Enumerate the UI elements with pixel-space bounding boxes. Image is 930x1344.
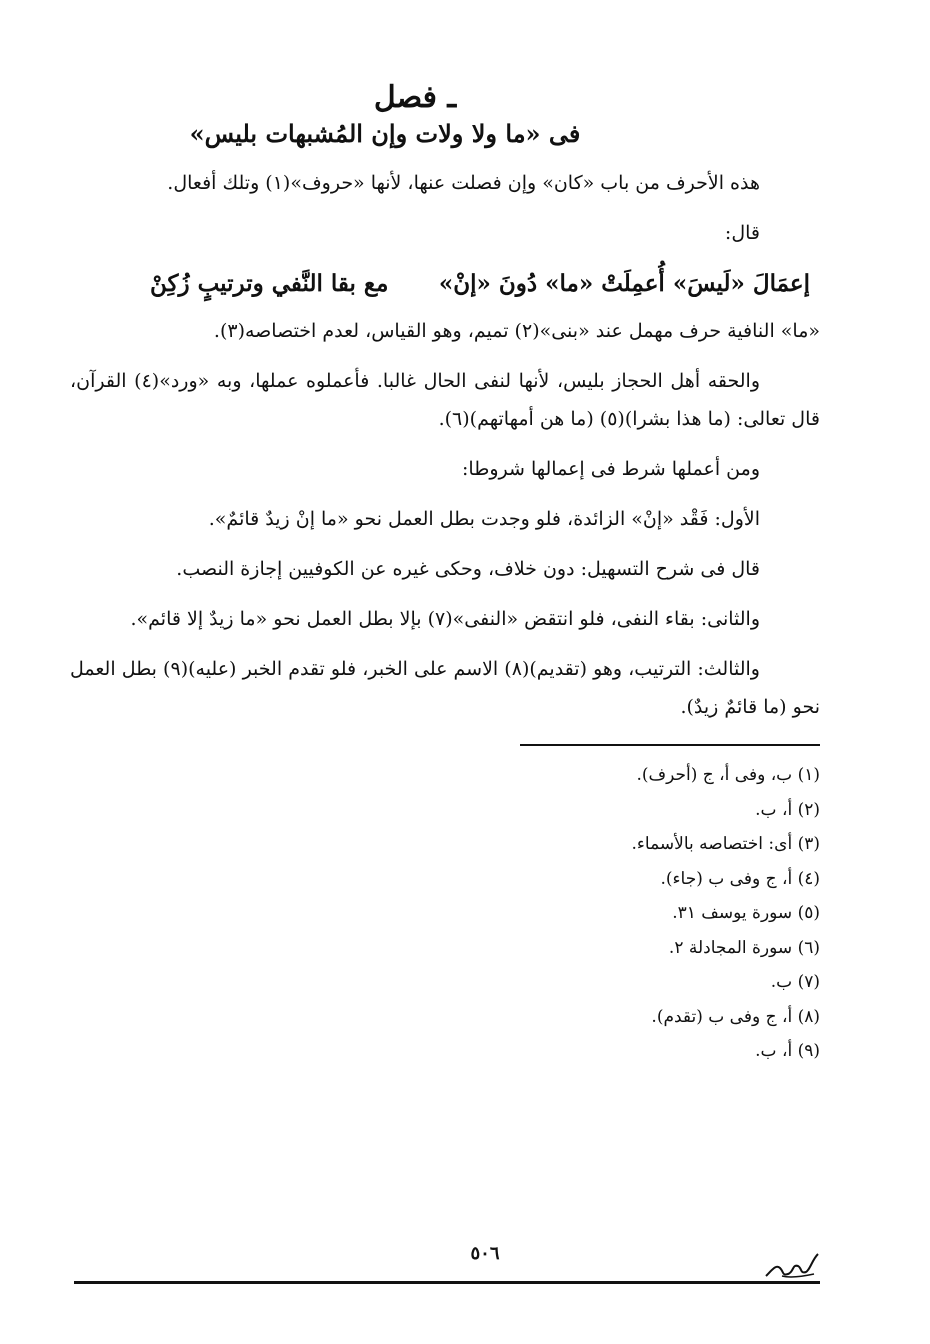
section-subtitle: فى «ما ولا ولات وإن المُشبهات بليس»	[189, 119, 581, 148]
footnote-item: (١) ب، وفى أ، ج (أحرف).	[636, 765, 820, 785]
verse-second-hemistich: مع بقا النَّفي وترتيبٍ زُكِنْ	[150, 270, 389, 297]
footnote-item: (٢) أ، ب.	[755, 799, 820, 820]
footnotes-list	[70, 758, 820, 1069]
section-title: ـ فصل	[373, 80, 457, 115]
footnote-item: (٥) سورة يوسف ٣١.	[672, 903, 820, 923]
footnote-item: (٨) أ، ج وفى ب (تقدم).	[651, 1006, 820, 1027]
footnote-item: (٩) أ، ب.	[755, 1041, 820, 1061]
paragraph-9: والثالث: الترتيب، وهو (تقديم)(٨) الاسم على الخبر، فلو تقدم الخبر (عليه)(٩) بطل العمل نحو (ما قائمٌ زيدٌ).	[70, 658, 820, 718]
verse-first-hemistich: إعمَالَ «لَيسَ» أُعمِلَتْ «ما» دُونَ «إنْ»	[438, 270, 810, 297]
footnote-item: (٤) أ، ج وفى ب (جاء).	[660, 868, 820, 889]
paragraph-7: قال فى شرح التسهيل: دون خلاف، وحكى غيره عن الكوفيين إجازة النصب.	[176, 558, 760, 580]
paragraph-3: «ما» النافية حرف مهمل عند «بنى»(٢) تميم، وهو القياس، لعدم اختصاصه(٣).	[213, 320, 820, 342]
paragraph-2: قال:	[724, 222, 760, 244]
paragraph-4: والحقه أهل الحجاز بليس، لأنها لنفى الحال غالبا. فأعملوه عملها، وبه «ورد»(٤) القرآن، قال تعالى: (ما هذا بشرا)(٥) (ما هن أمهاتهم)(٦).	[70, 370, 820, 430]
document-page	[70, 70, 820, 1300]
paragraph-8: والثانى: بقاء النفى، فلو انتقض «النفى»(٧) بإلا بطل العمل نحو «ما زيدٌ إلا قائم».	[130, 608, 760, 630]
footnote-item: (٣) أى: اختصاصه بالأسماء.	[631, 834, 820, 854]
footnote-divider	[520, 744, 820, 746]
paragraph-1: هذه الأحرف من باب «كان» وإن فصلت عنها، لأنها «حروف»(١) وتلك أفعال.	[167, 172, 760, 194]
paragraph-5: ومن أعملها شرط فى إعمالها شروطا:	[462, 458, 760, 480]
verse-line	[70, 264, 820, 304]
footnote-item: (٦) سورة المجادلة ٢.	[668, 937, 820, 958]
page-number: ٥٠٦	[470, 1243, 500, 1264]
footnote-item: (٧) ب.	[770, 972, 820, 992]
paragraph-6: الأول: فَقْد «إنْ» الزائدة، فلو وجدت بطل العمل نحو «ما إنْ زيدٌ قائمٌ».	[208, 508, 760, 530]
signature-mark-icon	[762, 1246, 822, 1282]
bottom-rule	[74, 1281, 820, 1284]
